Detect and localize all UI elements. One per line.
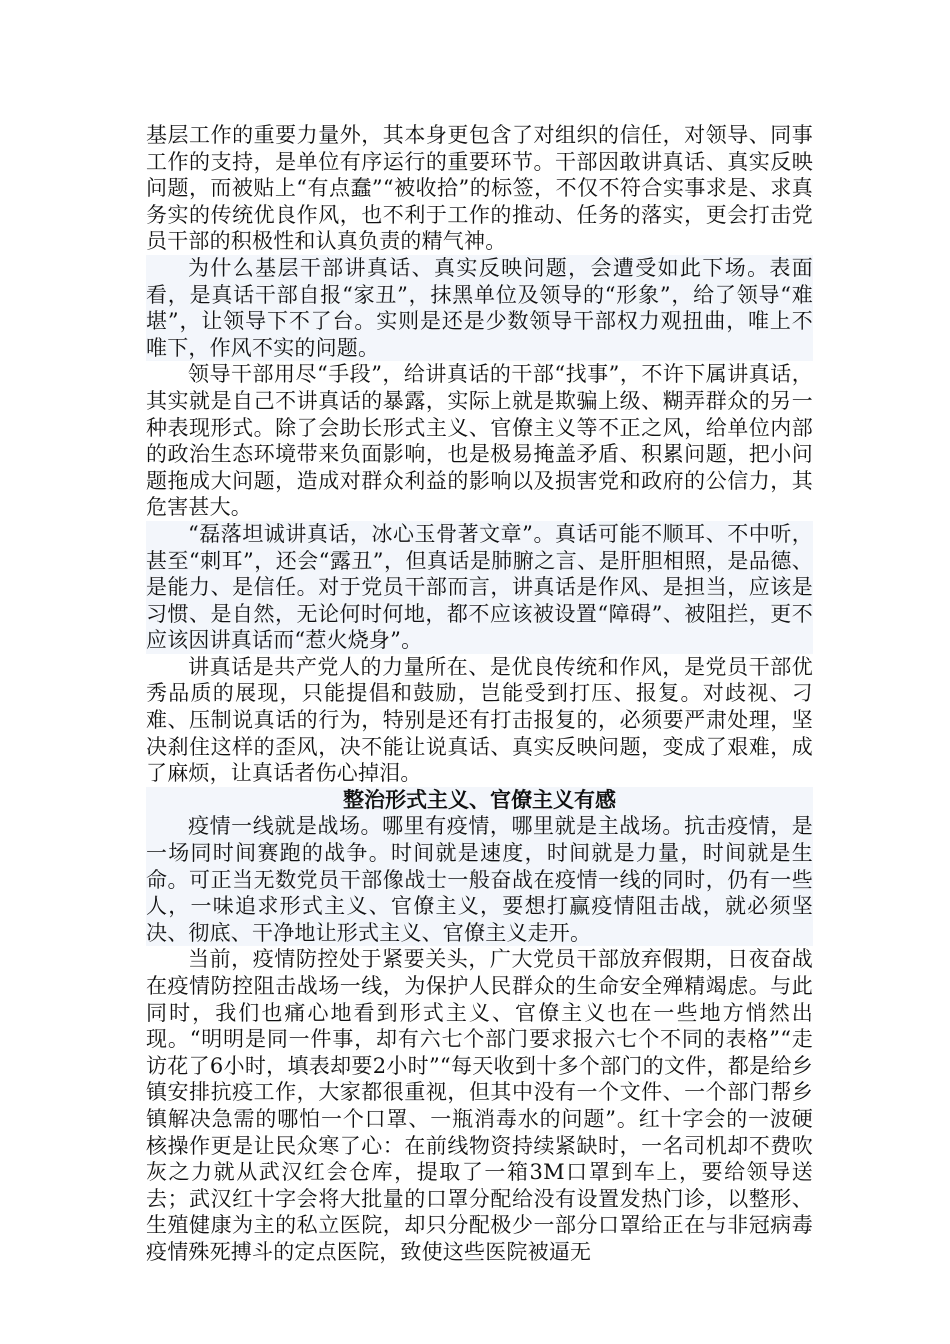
paragraph: “磊落坦诚讲真话，冰心玉骨著文章”。真话可能不顺耳、不中听，甚至“刺耳”，还会“露丑”，但真话是肺腑之言、是肝胆相照，是品德、是能力、是信任。对于党员干部而言，讲真话是作风、是担当，应该是习惯、是自然，无论何时何地，都不应该被设置“障碍”、被阻拦，更不应该因讲真话而“惹火烧身”。 bbox=[146, 521, 813, 653]
paragraph: 当前，疫情防控处于紧要关头，广大党员干部放弃假期，日夜奋战在疫情防控阻击战场一线，为保护人民群众的生命安全殚精竭虑。与此同时，我们也痛心地看到形式主义、官僚主义也在一些地方悄然出现。“明明是同一件事，却有六七个部门要求报六七个不同的表格”“走访花了6小时，填表却要2小时”“每天收到十多个部门的文件，都是给乡镇安排抗疫工作，大家都很重视，但其中没有一个文件、一个部门帮乡镇解决急需的哪怕一个口罩、一瓶消毒水的问题”。红十字会的一波硬核操作更是让民众寒了心：在前线物资持续紧缺时，一名司机却不费吹灰之力就从武汉红会仓库，提取了一箱3M口罩到车上，要给领导送去；武汉红十字会将大批量的口罩分配给没有设置发热门诊，以整形、生殖健康为主的私立医院，却只分配极少一部分口罩给正在与非冠病毒疫情殊死搏斗的定点医院，致使这些医院被逼无 bbox=[146, 947, 813, 1264]
paragraph: 领导干部用尽“手段”，给讲真话的干部“找事”，不许下属讲真话，其实就是自己不讲真话的暴露，实际上就是欺骗上级、糊弄群众的另一种表现形式。除了会助长形式主义、官僚主义等不正之风，给单位内部的政治生态环境带来负面影响，也是极易掩盖矛盾、积累问题，把小问题拖成大问题，造成对群众利益的影响以及损害党和政府的公信力，其危害甚大。 bbox=[146, 362, 813, 520]
paragraph: 讲真话是共产党人的力量所在、是优良传统和作风，是党员干部优秀品质的展现，只能提倡和鼓励，岂能受到打压、报复。对歧视、刁难、压制说真话的行为，特别是还有打击报复的，必须要严肃处理，坚决刹住这样的歪风，决不能让说真话、真实反映问题，变成了艰难，成了麻烦，让真话者伤心掉泪。 bbox=[146, 654, 813, 786]
paragraph: 为什么基层干部讲真话、真实反映问题，会遭受如此下场。表面看，是真话干部自报“家丑”，抹黑单位及领导的“形象”，给了领导“难堪”，让领导下不了台。实则是还是少数领导干部权力观扭曲，唯上不唯下，作风不实的问题。 bbox=[146, 255, 813, 360]
document-page bbox=[146, 122, 813, 1266]
paragraph-continued: 基层工作的重要力量外，其本身更包含了对组织的信任，对领导、同事工作的支持，是单位有序运行的重要环节。干部因敢讲真话、真实反映问题，而被贴上“有点蠢”“被收拾”的标签，不仅不符合实事求是、求真务实的传统优良作风，也不利于工作的推动、任务的落实，更会打击党员干部的积极性和认真负责的精气神。 bbox=[146, 123, 813, 254]
paragraph: 疫情一线就是战场。哪里有疫情，哪里就是主战场。抗击疫情，是一场同时间赛跑的战争。时间就是速度，时间就是力量，时间就是生命。可正当无数党员干部像战士一般奋战在疫情一线的同时，仍有一些人，一味追求形式主义、官僚主义，要想打赢疫情阻击战，就必须坚决、彻底、干净地让形式主义、官僚主义走开。 bbox=[146, 814, 813, 945]
section-heading: 整治形式主义、官僚主义有感 bbox=[146, 787, 813, 814]
